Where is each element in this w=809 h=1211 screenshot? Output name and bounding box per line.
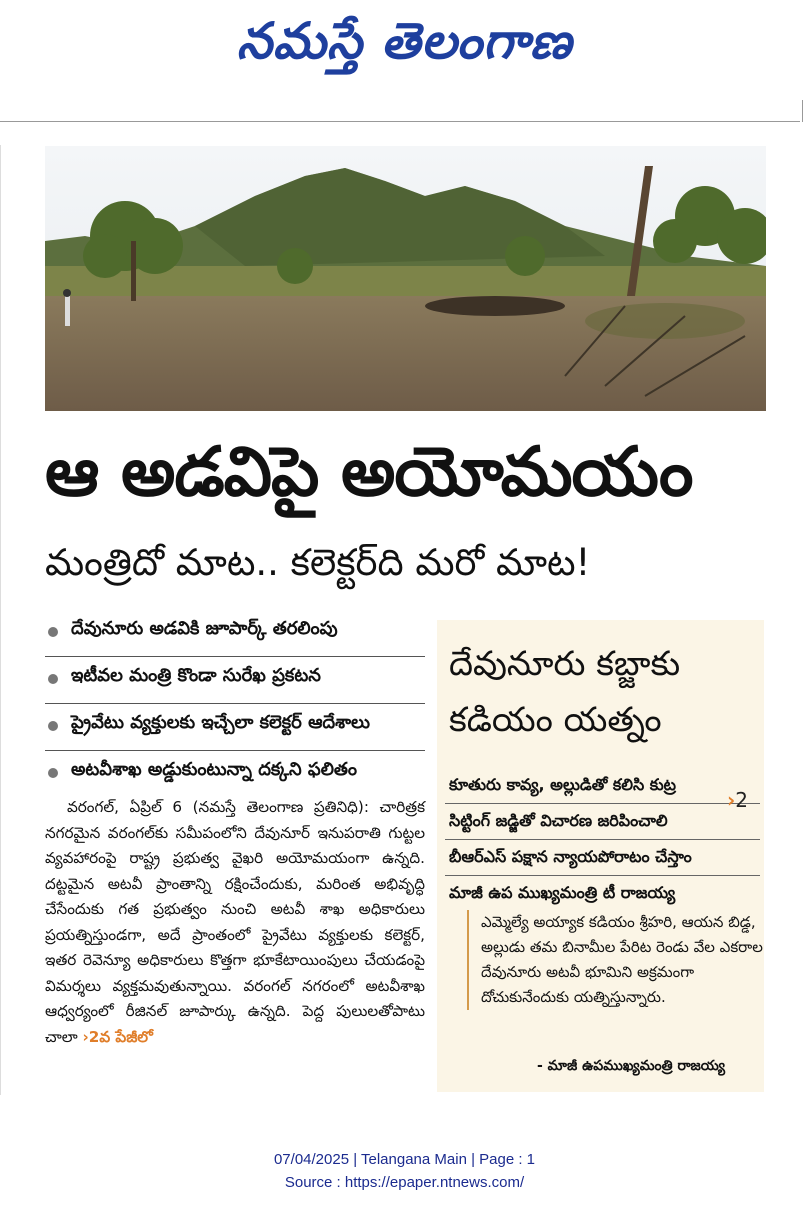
headline: ఆ అడవిపై అయోమయం (45, 433, 693, 512)
bullet-text: దేవునూరు అడవికి జూపార్క్ తరలింపు (71, 618, 338, 639)
bullet-dot-icon (48, 627, 58, 637)
sidebar-story (437, 620, 764, 1092)
page-edge-mark (802, 100, 803, 122)
bullet-text: ఇటీవల మంత్రి కొండా సురేఖ ప్రకటన (71, 665, 321, 686)
source-link[interactable]: Source : https://epaper.ntnews.com/ (284, 1174, 525, 1191)
quote-attribution: - మాజీ ఉపముఖ్యమంత్రి రాజయ్య (537, 1058, 726, 1074)
sidebar-highlight: బీఆర్‌ఎస్ పక్షాన న్యాయపోరాటం చేస్తాం (445, 840, 760, 876)
continued-on-link[interactable]: 2వ పేజీలో (88, 1027, 153, 1046)
bullet-dot-icon (48, 674, 58, 684)
edition-info: 07/04/2025 | Telangana Main | Page : 1 (273, 1151, 536, 1168)
sidebar-quote: ఎమ్మెల్యే అయ్యాక కడియం శ్రీహరి, ఆయన బిడ్డ, అల్లుడు తమ బినామీల పేరిట రెండు వేల ఎకరాల దేవునూరు అటవీ భూమిని అక్రమంగా దోచుకునేందుకు యత్నిస్తున్నారు. (467, 910, 771, 1010)
bullet-item (45, 751, 425, 797)
bullet-text: ప్రైవేటు వ్యక్తులకు ఇచ్చేలా కలెక్టర్ ఆదేశాలు (71, 712, 371, 733)
sidebar-highlight: సిట్టింగ్ జడ్జితో విచారణ జరిపించాలి (445, 804, 760, 840)
masthead-divider (0, 121, 800, 122)
continued-arrow-icon: › (82, 1027, 89, 1046)
bullet-item (45, 610, 425, 657)
highlight-bullets (45, 610, 425, 797)
masthead (0, 0, 809, 118)
sidebar-highlights (445, 768, 760, 911)
sidebar-heading: దేవునూరు కబ్జాకు (449, 644, 681, 684)
sidebar-highlight: కూతురు కావ్య, అల్లుడితో కలిసి కుట్ర (445, 768, 760, 804)
page-edge-line (0, 145, 1, 1095)
bullet-text: అటవీశాఖ అడ్డుకుంటున్నా దక్కని ఫలితం (71, 759, 358, 780)
masthead-logo: నమస్తే తెలంగాణ (236, 11, 573, 70)
lead-photo (45, 146, 766, 411)
bullet-item (45, 657, 425, 704)
sidebar-highlight: మాజీ ఉప ముఖ్యమంత్రి టీ రాజయ్య (449, 883, 676, 902)
article-body (45, 795, 425, 1050)
page-footer (0, 1148, 809, 1194)
bullet-item (45, 704, 425, 751)
subheadline: మంత్రిదో మాట.. కలెక్టర్‌ది మరో మాట! (45, 541, 591, 584)
bullet-dot-icon (48, 721, 58, 731)
page-reference[interactable]: ›2 (727, 788, 748, 812)
forest-hill-photo (45, 146, 766, 411)
sidebar-heading: కడియం యత్నం (449, 700, 662, 740)
bullet-dot-icon (48, 768, 58, 778)
page-reference-number: 2 (735, 788, 748, 812)
article-body-text: వరంగల్, ఏప్రిల్ 6 (నమస్తే తెలంగాణ ప్రతినిధి): చారిత్రక నగరమైన వరంగల్‌కు సమీపంలోని దేవునూర్ ఇనుపరాతి గుట్టల వ్యవహారంపై రాష్ట్ర ప్రభుత్వ వైఖరి అయోమయంగా ఉన్నది. దట్టమైన అటవీ ప్రాంతాన్ని రక్షించేందుకు, మరింత అభివృద్ధి చేసేందుకు గత ప్రభుత్వం నుంచి అటవీ శాఖ అధికారులు ప్రయత్నిస్తుండగా, అదే ప్రాంతంలో ప్రైవేటు వ్యక్తులకు కలెక్టర్, ఇతర రెవెన్యూ అధికారులు కొత్తగా భూకేటాయింపులు చేయడంపై విమర్శలు వ్యక్తమవుతున్నాయి. వరంగల్ నగరంలో అటవీశాఖ ఆధ్వర్యంలో రీజినల్ జూపార్కు ఉన్నది. పెద్ద పులులతోపాటు చాలా (45, 798, 425, 1046)
